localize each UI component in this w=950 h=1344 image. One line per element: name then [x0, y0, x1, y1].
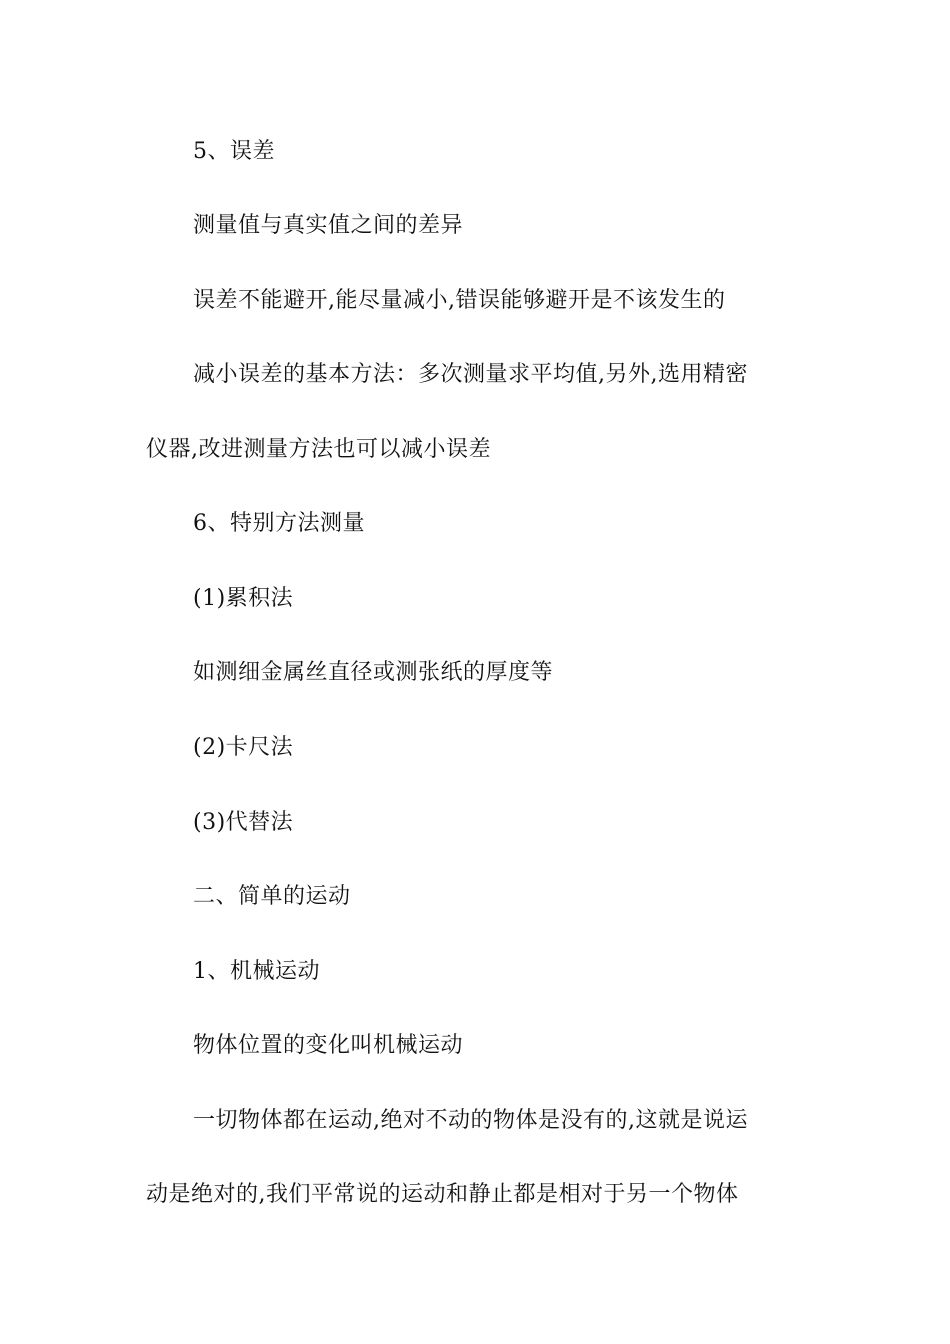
heading-special-methods: 6、特别方法测量 — [193, 511, 365, 536]
paragraph-line: 如测细金属丝直径或测张纸的厚度等 — [193, 660, 554, 685]
paragraph-line: 减小误差的基本方法：多次测量求平均值,另外,选用精密 — [193, 362, 748, 387]
list-item: (1)累积法 — [193, 586, 294, 611]
section-heading: 二、简单的运动 — [193, 884, 351, 909]
heading-error: 5、误差 — [193, 139, 275, 164]
paragraph-line: 物体位置的变化叫机械运动 — [193, 1033, 464, 1058]
paragraph-line: 动是绝对的,我们平常说的运动和静止都是相对于另一个物体 — [146, 1182, 739, 1207]
heading-mechanical-motion: 1、机械运动 — [193, 959, 320, 984]
paragraph-line: 仪器,改进测量方法也可以减小误差 — [146, 437, 491, 462]
paragraph-line: 测量值与真实值之间的差异 — [193, 213, 464, 238]
paragraph-line: 一切物体都在运动,绝对不动的物体是没有的,这就是说运 — [193, 1108, 748, 1133]
paragraph-line: 误差不能避开,能尽量减小,错误能够避开是不该发生的 — [193, 288, 726, 313]
list-item: (2)卡尺法 — [193, 735, 294, 760]
list-item: (3)代替法 — [193, 810, 294, 835]
